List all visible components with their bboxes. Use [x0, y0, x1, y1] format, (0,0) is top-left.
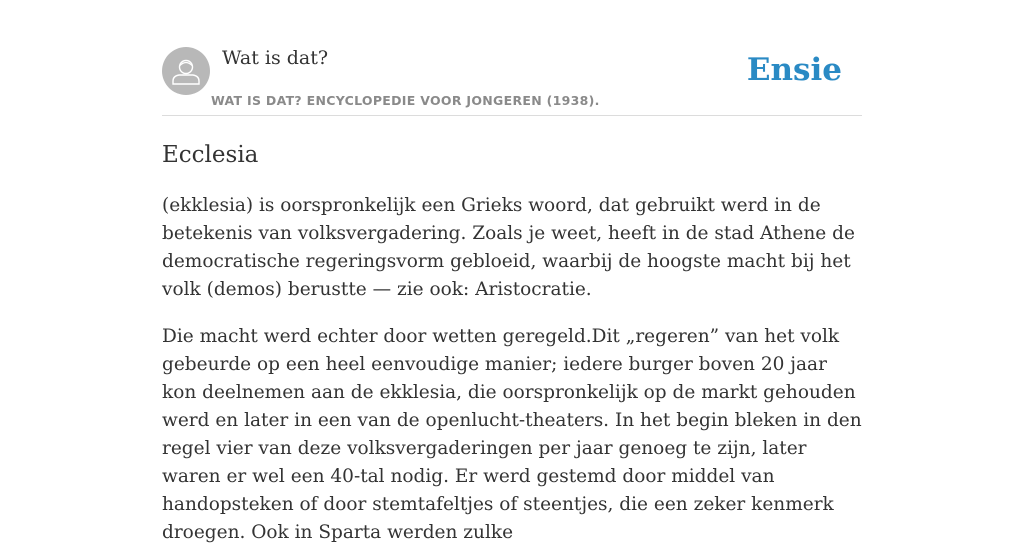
- avatar[interactable]: [162, 47, 210, 95]
- ensie-logo[interactable]: Ensie: [746, 52, 842, 88]
- entry-body: [162, 192, 862, 547]
- user-icon: [162, 47, 210, 95]
- source-header: [162, 0, 862, 116]
- entry-paragraph: (ekklesia) is oorspronkelijk een Grieks woord, dat gebruikt werd in de betekenis van volksvergadering. Zoals je weet, heeft in de stad Athene de democratische regeringsvorm gebloeid, waarbij de hoogste macht bij het volk (demos) berustte — zie ook: Aristocratie.: [162, 195, 855, 300]
- page-container: [162, 0, 862, 547]
- source-subtitle[interactable]: WAT IS DAT? ENCYCLOPEDIE VOOR JONGEREN (1938).: [211, 93, 600, 108]
- entry-title: Ecclesia: [162, 142, 259, 168]
- source-title[interactable]: Wat is dat?: [222, 47, 329, 69]
- entry-paragraph: Die macht werd echter door wetten geregeld.Dit „regeren” van het volk gebeurde op een heel eenvoudige manier; iedere burger boven 20 jaar kon deelnemen aan de ekklesia, die oorspronkelijk op de markt gehouden werd en later in een van de openlucht-theaters. In het begin bleken in den regel vier van deze volksvergaderingen per jaar genoeg te zijn, later waren er wel een 40-tal nodig. Er werd gestemd door middel van handopsteken of door stemtafeltjes of steentjes, die een zeker kenmerk droegen. Ook in Sparta werden zulke: [162, 326, 862, 543]
